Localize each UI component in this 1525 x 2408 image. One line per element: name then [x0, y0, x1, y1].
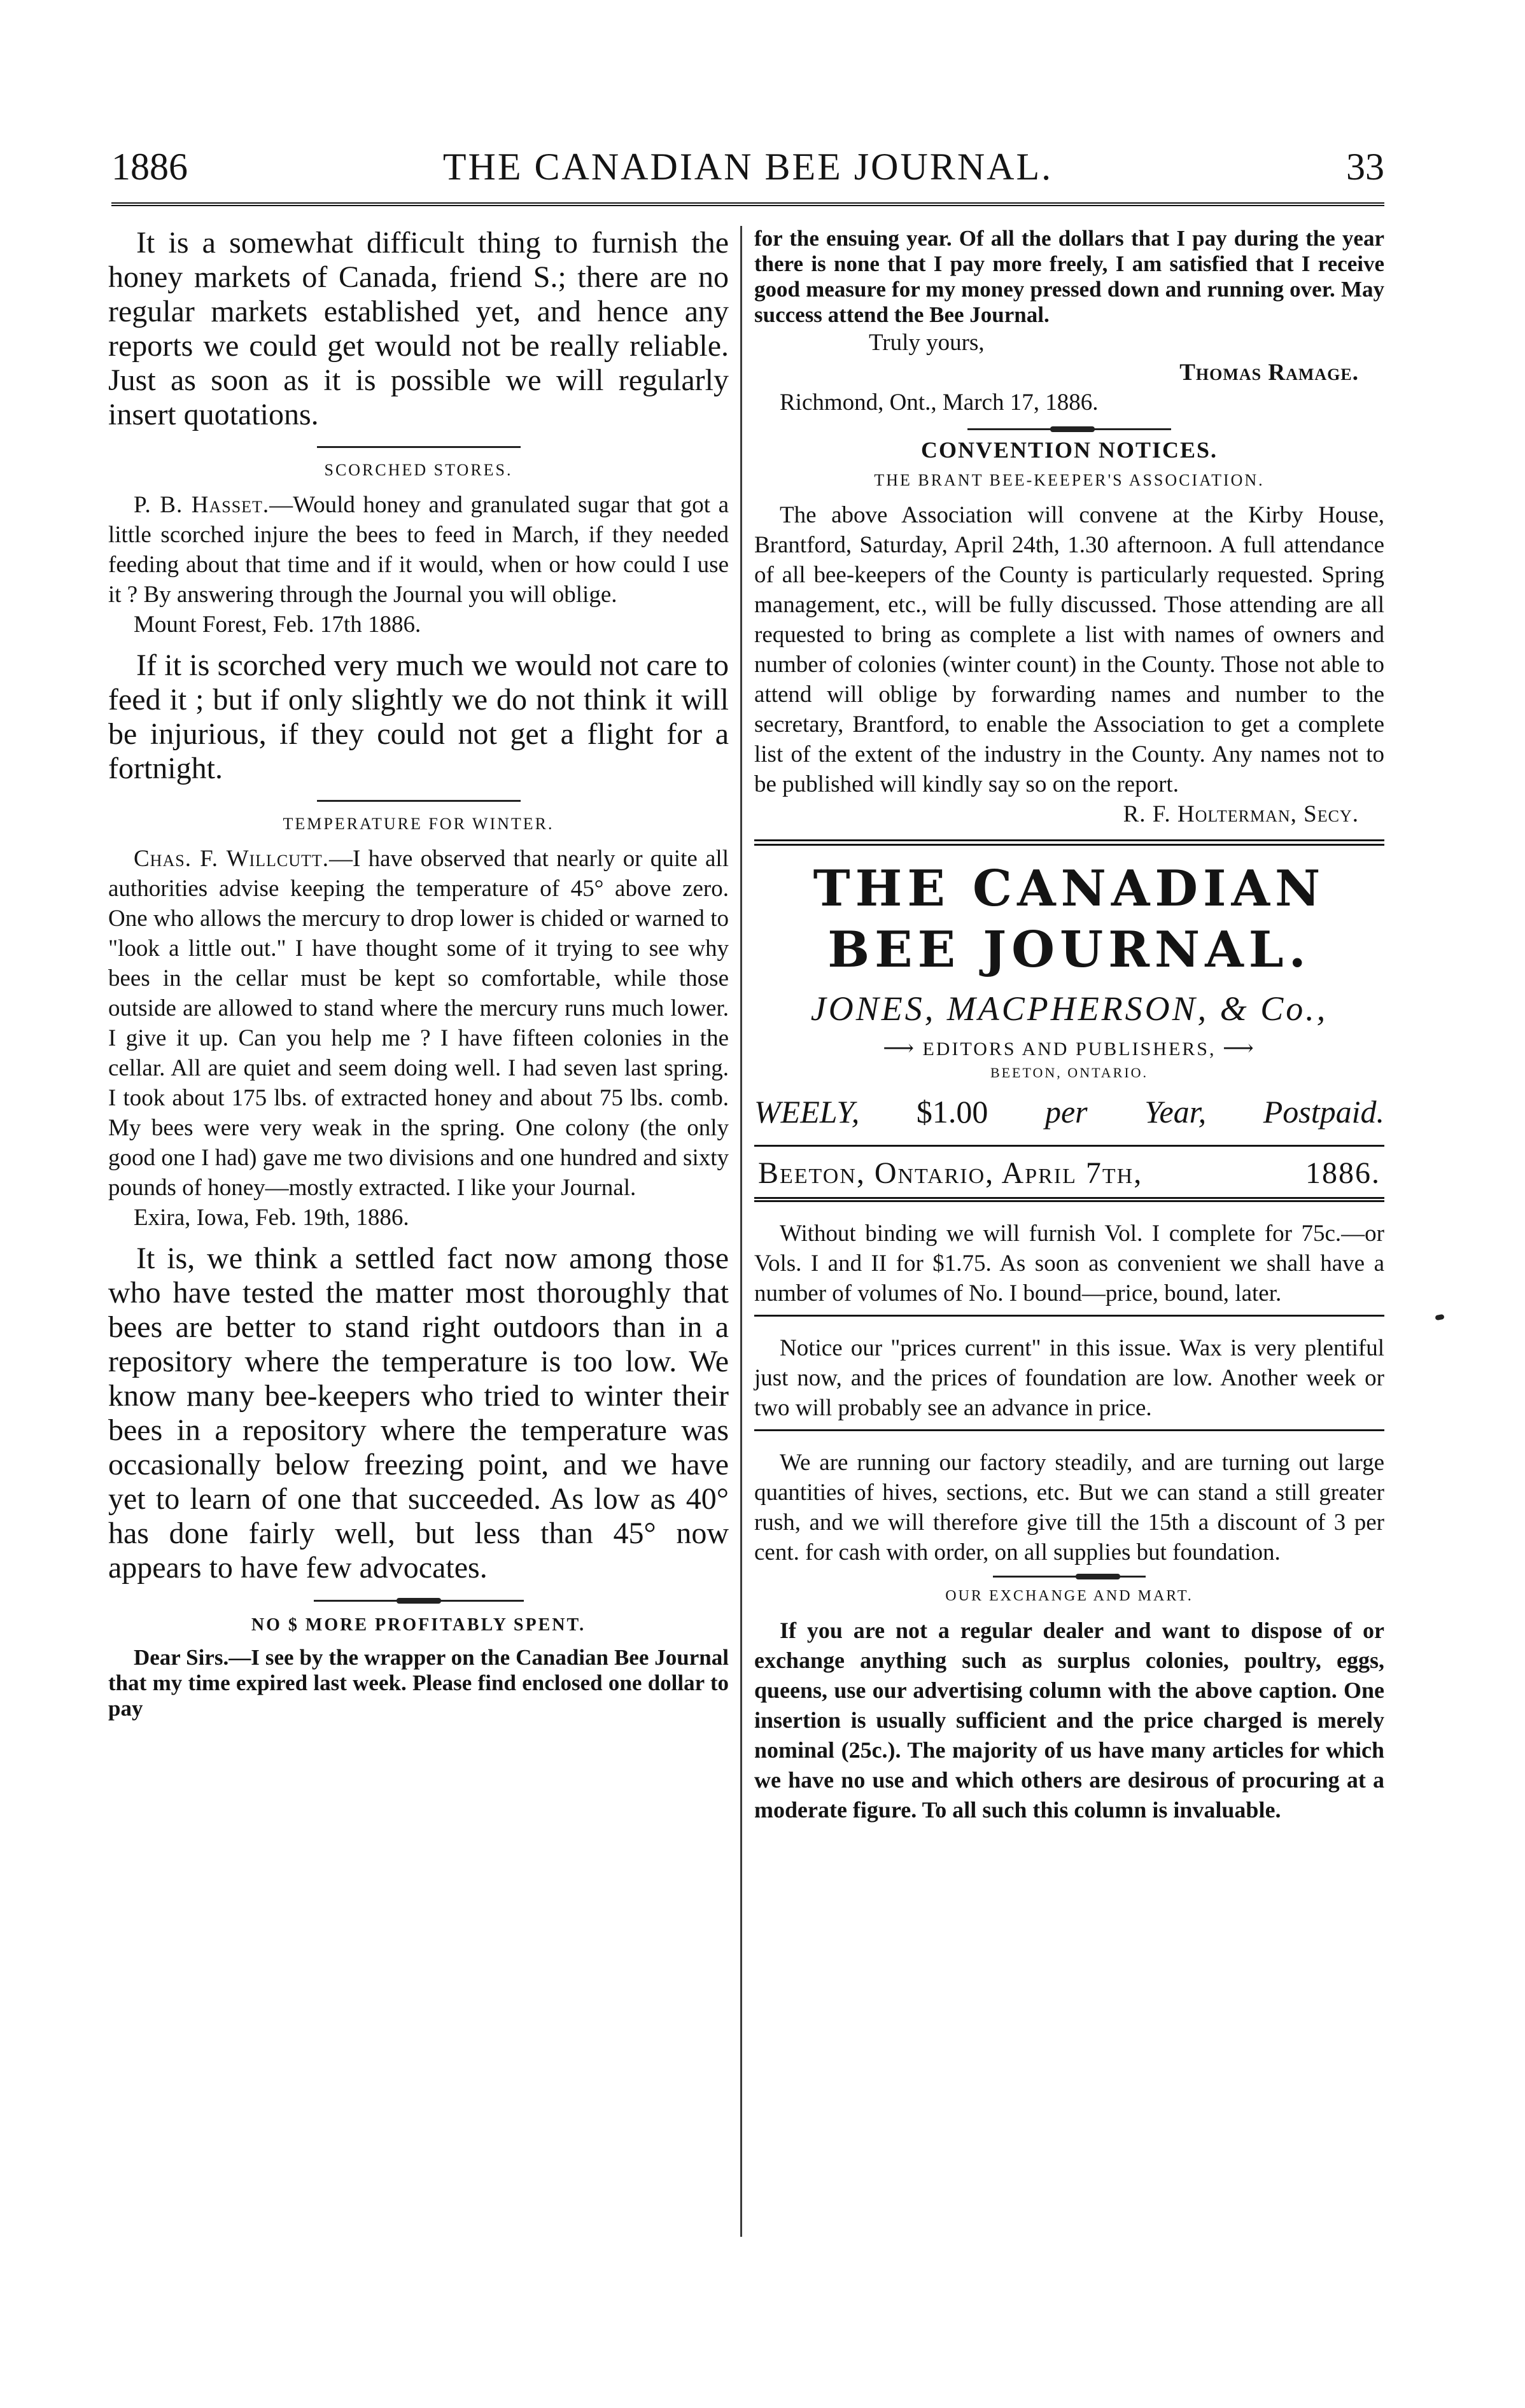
scorched-letter-text: —Would honey and granulated sugar that got a little scorched injure the bees to feed in March, if they needed feeding about that time and if it would, when or how could I use it ? By answering through the Journal you will oblige.	[108, 492, 729, 608]
page-number: 33	[1346, 146, 1384, 188]
masthead-editors	[754, 1035, 1384, 1061]
convention-body: The above Association will convene at the Kirby House, Brantford, Saturday, April 24th, 1.30 afternoon. A full attendance of all bee-keepers of the County is particularly requested. Spring management, etc., will be fully discussed. Those attending are all requested to bring as complete a list with names of owners and number of colonies (winter count) in the County. Those not able to attend will oblige by forwarding names and number to the secretary, Brantford, to enable the Association to get a complete list of the extent of the industry in the County. Any names not to be published will kindly say so on the report.	[754, 502, 1384, 797]
frequency: WEELY,	[754, 1094, 860, 1130]
notice-prices: Notice our "prices current" in this issue. Wax is very plentiful just now, and the prices of foundation are low. Another week or two will probably see an advance in price.	[754, 1335, 1384, 1421]
scorched-heading: SCORCHED STORES.	[324, 461, 513, 479]
section-rule	[317, 800, 521, 802]
temperature-letter-text: —I have observed that nearly or quite all authorities advise keeping the temperature of 45° above zero. One who allows the mercury to drop lower is chided or warned to "look a little out." I have thought some of it trying to see why bees in the cellar must be kept so comfortable, while those outside are allowed to stand where the mercury runs much lower. I give it up. Can you help me ? I have fifteen colonies in the cellar. All are quiet and seem doing well. I had seven last spring. I took about 175 lbs. of extracted honey and about 75 lbs. comb. My bees were very weak in the spring. One colony (the only good one I had) gave me two divisions and one hundred and sixty pounds of honey—mostly extracted. I like your Journal.	[108, 846, 729, 1201]
running-header	[111, 145, 1384, 196]
convention-signature: R. F. Holterman, Secy.	[1123, 801, 1359, 827]
exchange-heading: OUR EXCHANGE AND MART.	[945, 1588, 1193, 1604]
masthead-publishers: JONES, MACPHERSON, & Co.,	[810, 990, 1328, 1028]
ink-mark	[1435, 1314, 1444, 1320]
price-year: Year,	[1144, 1094, 1207, 1130]
convention-subheading: THE BRANT BEE-KEEPER'S ASSOCIATION.	[874, 471, 1265, 489]
issue-dateline	[754, 1145, 1384, 1202]
letter-signature: Thomas Ramage.	[1179, 360, 1359, 386]
exchange-body: If you are not a regular dealer and want to dispose of or exchange anything such as surplus colonies, poultry, eggs, queens, use our advertising column with the above caption. One insertion is usually sufficient and the price charged is merely nominal (25c.). The majority of us have many articles for which we have no use and which others are desirous of procuring at a moderate figure. To all such this column is invaluable.	[754, 1618, 1384, 1823]
dollar-letter: Dear Sirs.—I see by the wrapper on the Canadian Bee Journal that my time expired last week. Please find enclosed one dollar to pay	[108, 1645, 729, 1721]
scorched-letter	[108, 490, 729, 610]
temperature-reply: It is, we think a settled fact now among those who have tested the matter most thoroughly that bees are better to stand right outdoors than in a repository where the temperature is too low. We know many bee-keepers who tried to winter their bees in a repository where the temperature was occasionally below freezing point, and we have yet to learn of one that succeeded. As low as 40° has done fairly well, but less than 45° now appears to have few advocates.	[108, 1242, 729, 1585]
notice-factory: We are running our factory steadily, and are turning out large quantities of hives, sections, etc. But we can stand a still greater rush, and we will therefore give till the 15th a discount of 3 per cent. for cash with order, on all supplies but foundation.	[754, 1450, 1384, 1565]
subscription-line	[754, 1093, 1384, 1131]
masthead-title: THE CANADIAN BEE JOURNAL.	[813, 860, 1326, 979]
dateline-year: 1886.	[1305, 1156, 1381, 1190]
scorched-author: P. B. Hasset.	[134, 492, 270, 518]
dollar-heading: NO $ MORE PROFITABLY SPENT.	[251, 1615, 586, 1635]
section-rule	[317, 446, 521, 448]
ornamental-rule	[314, 1598, 524, 1603]
postpaid: Postpaid.	[1263, 1094, 1384, 1130]
dollar-letter-continued: for the ensuing year. Of all the dollars that I pay during the year there is none that I pay more freely, I am satisfied that I receive good measure for my money pressed down and running over. May success attend the Bee Journal.	[754, 226, 1384, 327]
masthead-location: BEETON, ONTARIO.	[990, 1065, 1149, 1081]
temperature-letter	[108, 844, 729, 1203]
convention-heading: CONVENTION NOTICES.	[920, 437, 1218, 463]
arrow-right-icon: ⟶	[1223, 1037, 1256, 1060]
dateline-place: Beeton, Ontario, April 7th,	[758, 1156, 1143, 1190]
masthead-editors-text: EDITORS AND PUBLISHERS,	[922, 1039, 1216, 1060]
closing: Truly yours,	[869, 330, 985, 356]
header-rule	[111, 202, 1384, 206]
price-per: per	[1044, 1094, 1088, 1130]
journal-title: THE CANADIAN BEE JOURNAL.	[442, 146, 1053, 188]
header-year: 1886	[111, 146, 188, 188]
ornamental-rule	[967, 426, 1171, 431]
temperature-signoff: Exira, Iowa, Feb. 19th, 1886.	[134, 1205, 409, 1231]
arrow-right-icon: ⟶	[883, 1037, 916, 1060]
letter-place-date: Richmond, Ont., March 17, 1886.	[780, 389, 1099, 416]
scorched-reply: If it is scorched very much we would not care to feed it ; but if only slightly we do not think it will be injurious, if they could not get a flight for a fortnight.	[108, 648, 729, 785]
temperature-author: Chas. F. Willcutt.	[134, 846, 330, 872]
intro-paragraph: It is a somewhat difficult thing to furnish the honey markets of Canada, friend S.; there are no regular markets established yet, and hence any reports we could get would not be really reliable. Just as soon as it is possible we will regularly insert quotations.	[108, 226, 729, 431]
column-divider	[740, 226, 742, 2237]
scorched-signoff: Mount Forest, Feb. 17th 1886.	[134, 612, 421, 638]
price: $1.00	[916, 1094, 988, 1130]
ornamental-rule	[993, 1574, 1146, 1579]
temperature-heading: TEMPERATURE FOR WINTER.	[283, 815, 554, 833]
right-column	[754, 226, 1384, 1825]
notice-volumes: Without binding we will furnish Vol. I complete for 75c.—or Vols. I and II for $1.75. As soon as convenient we shall have a number of volumes of No. I bound—price, bound, later.	[754, 1221, 1384, 1306]
left-column	[108, 226, 729, 1721]
masthead-rule	[754, 839, 1384, 846]
